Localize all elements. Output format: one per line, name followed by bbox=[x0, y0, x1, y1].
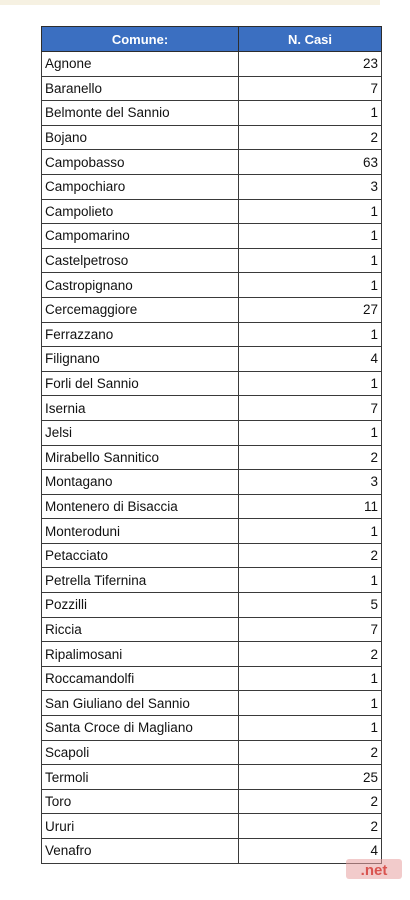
watermark-text: .net bbox=[360, 862, 388, 879]
table-row bbox=[42, 470, 382, 495]
comune-cell: San Giuliano del Sannio bbox=[42, 691, 239, 716]
table-row bbox=[42, 347, 382, 372]
comune-cell: Belmonte del Sannio bbox=[42, 101, 239, 126]
comune-cell: Castropignano bbox=[42, 273, 239, 298]
table-row bbox=[42, 174, 382, 199]
table-row bbox=[42, 691, 382, 716]
table-row bbox=[42, 420, 382, 445]
table-row bbox=[42, 199, 382, 224]
table-row bbox=[42, 371, 382, 396]
table-row bbox=[42, 543, 382, 568]
table-row bbox=[42, 150, 382, 175]
top-strip bbox=[0, 0, 380, 5]
comune-cell: Ripalimosani bbox=[42, 642, 239, 667]
cases-cell: 1 bbox=[239, 568, 382, 593]
cases-cell: 63 bbox=[239, 150, 382, 175]
comune-cell: Pozzilli bbox=[42, 593, 239, 618]
comune-cell: Filignano bbox=[42, 347, 239, 372]
comune-cell: Toro bbox=[42, 789, 239, 814]
cases-cell: 1 bbox=[239, 519, 382, 544]
comune-cell: Petacciato bbox=[42, 543, 239, 568]
cases-cell: 1 bbox=[239, 224, 382, 249]
cases-table-container bbox=[41, 26, 382, 864]
cases-cell: 2 bbox=[239, 125, 382, 150]
comune-cell: Castelpetroso bbox=[42, 248, 239, 273]
cases-cell: 1 bbox=[239, 199, 382, 224]
cases-cell: 1 bbox=[239, 371, 382, 396]
table-row bbox=[42, 839, 382, 864]
cases-cell: 7 bbox=[239, 76, 382, 101]
cases-cell: 1 bbox=[239, 248, 382, 273]
cases-cell: 3 bbox=[239, 174, 382, 199]
cases-cell: 4 bbox=[239, 839, 382, 864]
cases-cell: 1 bbox=[239, 101, 382, 126]
table-row bbox=[42, 248, 382, 273]
cases-cell: 1 bbox=[239, 273, 382, 298]
table-row bbox=[42, 593, 382, 618]
cases-cell: 3 bbox=[239, 470, 382, 495]
table-row bbox=[42, 765, 382, 790]
cases-cell: 2 bbox=[239, 445, 382, 470]
comune-cell: Campomarino bbox=[42, 224, 239, 249]
table-row bbox=[42, 273, 382, 298]
table-row bbox=[42, 101, 382, 126]
cases-table bbox=[41, 26, 382, 864]
comune-cell: Forli del Sannio bbox=[42, 371, 239, 396]
comune-cell: Roccamandolfi bbox=[42, 666, 239, 691]
table-row bbox=[42, 789, 382, 814]
table-row bbox=[42, 716, 382, 741]
comune-cell: Jelsi bbox=[42, 420, 239, 445]
comune-cell: Scapoli bbox=[42, 740, 239, 765]
table-row bbox=[42, 297, 382, 322]
table-row bbox=[42, 814, 382, 839]
comune-cell: Agnone bbox=[42, 52, 239, 77]
table-row bbox=[42, 52, 382, 77]
comune-cell: Santa Croce di Magliano bbox=[42, 716, 239, 741]
cases-cell: 1 bbox=[239, 691, 382, 716]
cases-cell: 1 bbox=[239, 420, 382, 445]
comune-cell: Monteroduni bbox=[42, 519, 239, 544]
cases-cell: 2 bbox=[239, 814, 382, 839]
watermark-logo bbox=[346, 857, 402, 881]
table-row bbox=[42, 568, 382, 593]
cases-cell: 11 bbox=[239, 494, 382, 519]
table-row bbox=[42, 445, 382, 470]
cases-cell: 4 bbox=[239, 347, 382, 372]
table-row bbox=[42, 322, 382, 347]
header-n-casi: N. Casi bbox=[239, 27, 382, 52]
table-row bbox=[42, 519, 382, 544]
cases-cell: 5 bbox=[239, 593, 382, 618]
comune-cell: Cercemaggiore bbox=[42, 297, 239, 322]
table-row bbox=[42, 396, 382, 421]
table-row bbox=[42, 617, 382, 642]
cases-cell: 7 bbox=[239, 617, 382, 642]
comune-cell: Riccia bbox=[42, 617, 239, 642]
cases-cell: 27 bbox=[239, 297, 382, 322]
table-header-row bbox=[42, 27, 382, 52]
cases-cell: 1 bbox=[239, 322, 382, 347]
cases-cell: 23 bbox=[239, 52, 382, 77]
header-comune: Comune: bbox=[42, 27, 239, 52]
cases-cell: 2 bbox=[239, 789, 382, 814]
table-row bbox=[42, 666, 382, 691]
table-row bbox=[42, 224, 382, 249]
comune-cell: Termoli bbox=[42, 765, 239, 790]
table-row bbox=[42, 76, 382, 101]
comune-cell: Ururi bbox=[42, 814, 239, 839]
table-row bbox=[42, 642, 382, 667]
table-row bbox=[42, 494, 382, 519]
comune-cell: Venafro bbox=[42, 839, 239, 864]
cases-cell: 1 bbox=[239, 666, 382, 691]
comune-cell: Ferrazzano bbox=[42, 322, 239, 347]
cases-cell: 2 bbox=[239, 543, 382, 568]
comune-cell: Isernia bbox=[42, 396, 239, 421]
cases-cell: 25 bbox=[239, 765, 382, 790]
comune-cell: Petrella Tifernina bbox=[42, 568, 239, 593]
comune-cell: Montenero di Bisaccia bbox=[42, 494, 239, 519]
table-row bbox=[42, 125, 382, 150]
table-body bbox=[42, 52, 382, 864]
comune-cell: Campochiaro bbox=[42, 174, 239, 199]
comune-cell: Baranello bbox=[42, 76, 239, 101]
cases-cell: 1 bbox=[239, 716, 382, 741]
comune-cell: Mirabello Sannitico bbox=[42, 445, 239, 470]
table-row bbox=[42, 740, 382, 765]
comune-cell: Bojano bbox=[42, 125, 239, 150]
cases-cell: 2 bbox=[239, 642, 382, 667]
comune-cell: Campobasso bbox=[42, 150, 239, 175]
comune-cell: Campolieto bbox=[42, 199, 239, 224]
cases-cell: 7 bbox=[239, 396, 382, 421]
comune-cell: Montagano bbox=[42, 470, 239, 495]
cases-cell: 2 bbox=[239, 740, 382, 765]
